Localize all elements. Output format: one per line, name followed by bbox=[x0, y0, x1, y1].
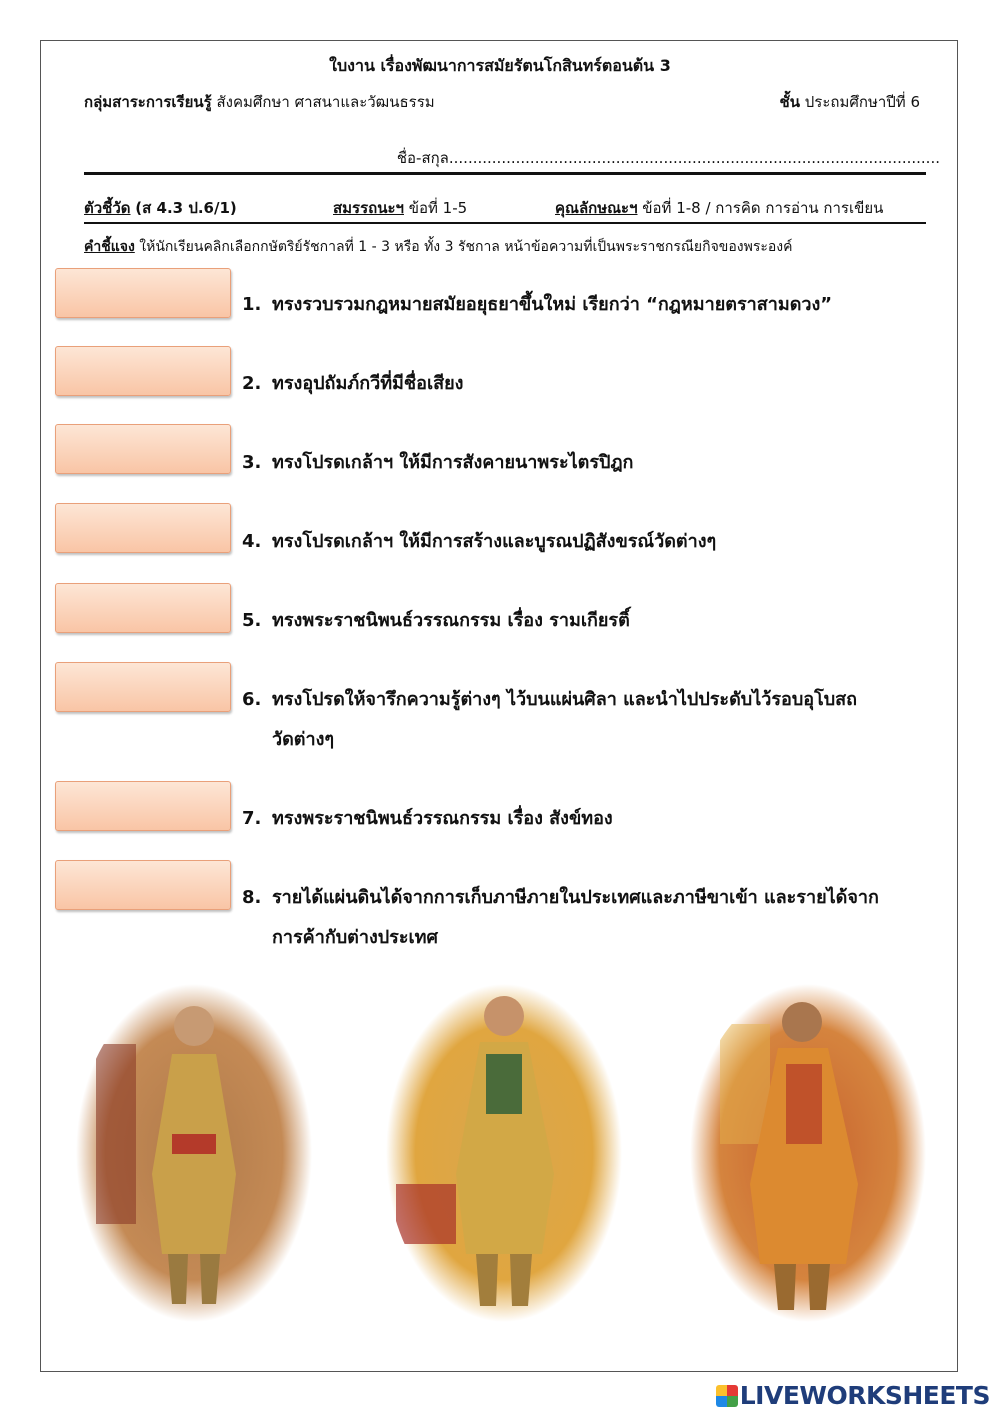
answer-box-2[interactable] bbox=[55, 346, 231, 396]
king-rama-1-portrait[interactable] bbox=[76, 984, 312, 1322]
king-rama-3-portrait[interactable] bbox=[690, 984, 926, 1322]
competency-value: ข้อที่ 1-5 bbox=[408, 199, 468, 217]
question-7 bbox=[242, 799, 613, 839]
question-1 bbox=[242, 285, 832, 325]
subject-value: สังคมศึกษา ศาสนาและวัฒนธรรม bbox=[216, 93, 435, 111]
indicator bbox=[84, 196, 237, 220]
grade-value: ประถมศึกษาปีที่ 6 bbox=[804, 93, 920, 111]
liveworksheets-logo-icon bbox=[716, 1385, 738, 1407]
answer-box-8[interactable] bbox=[55, 860, 231, 910]
grade-line bbox=[780, 90, 920, 114]
question-6 bbox=[242, 680, 857, 760]
question-3 bbox=[242, 443, 633, 483]
worksheet-title: ใบงาน เรื่องพัฒนาการสมัยรัตนโกสินทร์ตอนต้น 3 bbox=[329, 56, 671, 75]
question-number: 4. bbox=[242, 531, 262, 552]
instructions bbox=[84, 236, 792, 258]
answer-box-6[interactable] bbox=[55, 662, 231, 712]
instruction-text: ให้นักเรียนคลิกเลือกกษัตริย์รัชกาลที่ 1 - 3 หรือ ทั้ง 3 รัชกาล หน้าข้อความที่เป็นพระราชกรณียกิจของพระองค์ bbox=[139, 239, 793, 255]
divider-bottom bbox=[84, 222, 926, 224]
grade-label: ชั้น bbox=[779, 93, 800, 111]
question-text: ทรงอุปถัมภ์กวีที่มีชื่อเสียง bbox=[272, 373, 464, 394]
question-number: 7. bbox=[242, 808, 262, 829]
question-text: ทรงพระราชนิพนธ์วรรณกรรม เรื่อง สังข์ทอง bbox=[272, 808, 613, 829]
attribute bbox=[555, 196, 883, 220]
instruction-label: คำชี้แจง bbox=[84, 239, 135, 255]
answer-box-3[interactable] bbox=[55, 424, 231, 474]
king-rama-2-portrait[interactable] bbox=[386, 984, 622, 1322]
question-number: 8. bbox=[242, 887, 262, 908]
question-8 bbox=[242, 878, 879, 958]
question-text-continued: วัดต่างๆ bbox=[272, 729, 335, 750]
question-number: 2. bbox=[242, 373, 262, 394]
attribute-value: ข้อที่ 1-8 / การคิด การอ่าน การเขียน bbox=[642, 199, 884, 217]
answer-box-5[interactable] bbox=[55, 583, 231, 633]
question-5 bbox=[242, 601, 630, 641]
indicator-value: (ส 4.3 ป.6/1) bbox=[135, 199, 237, 217]
subject-line bbox=[84, 90, 435, 114]
question-number: 1. bbox=[242, 294, 262, 315]
question-text-continued: การค้ากับต่างประเทศ bbox=[272, 927, 438, 948]
question-text: ทรงโปรดให้จารึกความรู้ต่างๆ ไว้บนแผ่นศิลา และนำไปประดับไว้รอบอุโบสถ bbox=[272, 689, 858, 710]
liveworksheets-logo bbox=[716, 1381, 990, 1410]
question-4 bbox=[242, 522, 716, 562]
question-text: ทรงโปรดเกล้าฯ ให้มีการสร้างและบูรณปฏิสังขรณ์วัดต่างๆ bbox=[272, 531, 717, 552]
brand-name: LIVEWORKSHEETS bbox=[739, 1381, 990, 1410]
indicator-label: ตัวชี้วัด bbox=[84, 199, 131, 217]
answer-box-4[interactable] bbox=[55, 503, 231, 553]
question-number: 5. bbox=[242, 610, 262, 631]
divider-top bbox=[84, 172, 926, 175]
question-text: ทรงพระราชนิพนธ์วรรณกรรม เรื่อง รามเกียรติ์ bbox=[272, 610, 630, 631]
answer-box-1[interactable] bbox=[55, 268, 231, 318]
student-name-line: ชื่อ-สกุล....................................................................................................... bbox=[396, 149, 940, 167]
question-text: ทรงโปรดเกล้าฯ ให้มีการสังคายนาพระไตรปิฎก bbox=[272, 452, 634, 473]
question-2 bbox=[242, 364, 463, 404]
question-number: 3. bbox=[242, 452, 262, 473]
question-text: ทรงรวบรวมกฎหมายสมัยอยุธยาขึ้นใหม่ เรียกว่า “กฎหมายตราสามดวง” bbox=[272, 294, 833, 315]
subject-label: กลุ่มสาระการเรียนรู้ bbox=[84, 93, 212, 111]
question-number: 6. bbox=[242, 689, 262, 710]
attribute-label: คุณลักษณะฯ bbox=[555, 199, 638, 217]
question-text: รายได้แผ่นดินได้จากการเก็บภาษีภายในประเทศและภาษีขาเข้า และรายได้จาก bbox=[272, 887, 879, 908]
answer-box-7[interactable] bbox=[55, 781, 231, 831]
competency-label: สมรรถนะฯ bbox=[333, 199, 404, 217]
competency bbox=[333, 196, 467, 220]
